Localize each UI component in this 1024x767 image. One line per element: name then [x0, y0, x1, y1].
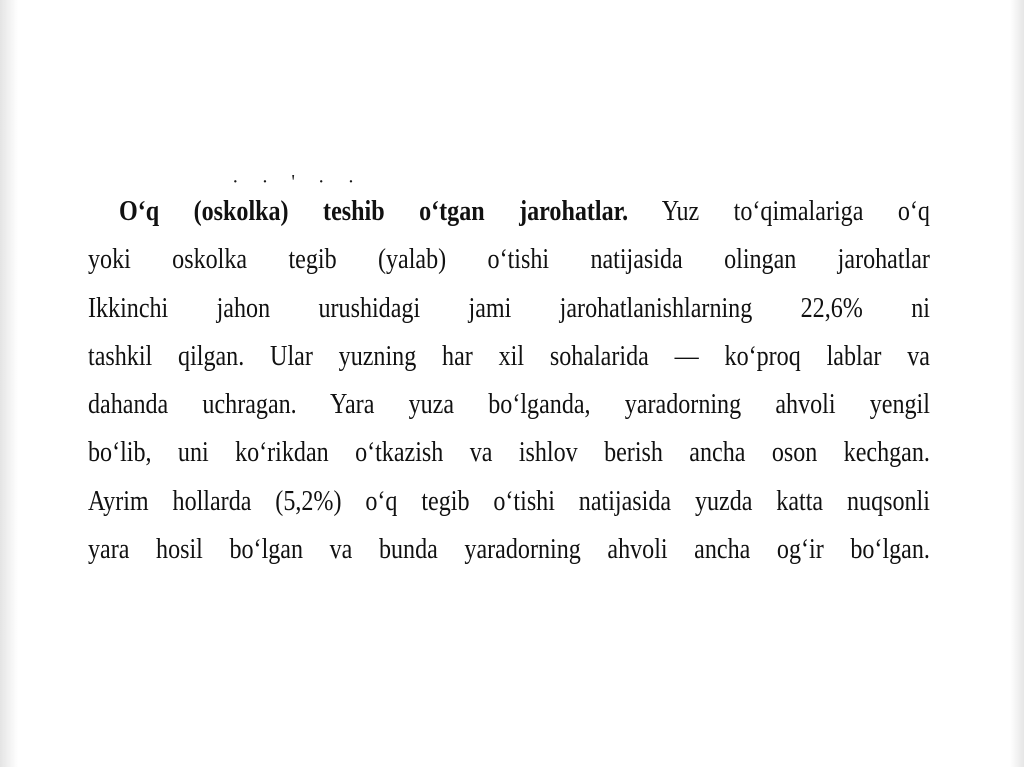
page-edge-right: [1010, 0, 1024, 767]
first-line-text: Yuz to‘qimalariga o‘q: [661, 196, 930, 227]
paragraph-line-1: [88, 188, 930, 236]
paragraph-line-7: Ayrim hollarda (5,2%) o‘q tegib o‘tishi natijasida yuzda katta nuqsonli: [88, 485, 930, 517]
paragraph-line-4: tashkil qilgan. Ular yuzning har xil sohalarida — ko‘proq lablar va: [88, 340, 930, 372]
page-edge-left: [0, 0, 18, 767]
paragraph: [88, 188, 930, 574]
paragraph-line-6: bo‘lib, uni ko‘rikdan o‘tkazish va ishlov berish ancha oson kechgan.: [88, 437, 930, 469]
paragraph-line-3: Ikkinchi jahon urushidagi jami jarohatlanishlarning 22,6% ni: [88, 292, 930, 324]
paragraph-line-5: dahanda uchragan. Yara yuza bo‘lganda, yaradorning ahvoli yengil: [88, 389, 930, 421]
section-heading: O‘q (oskolka) teshib o‘tgan jarohatlar.: [118, 196, 629, 227]
paragraph-line-8: yara hosil bo‘lgan va bunda yaradorning ahvoli ancha og‘ir bo‘lgan.: [88, 534, 930, 566]
cut-off-text-line: · · ' · ·: [232, 175, 364, 189]
paragraph-line-2: yoki oskolka tegib (yalab) o‘tishi natijasida olingan jarohatlar: [88, 244, 930, 276]
